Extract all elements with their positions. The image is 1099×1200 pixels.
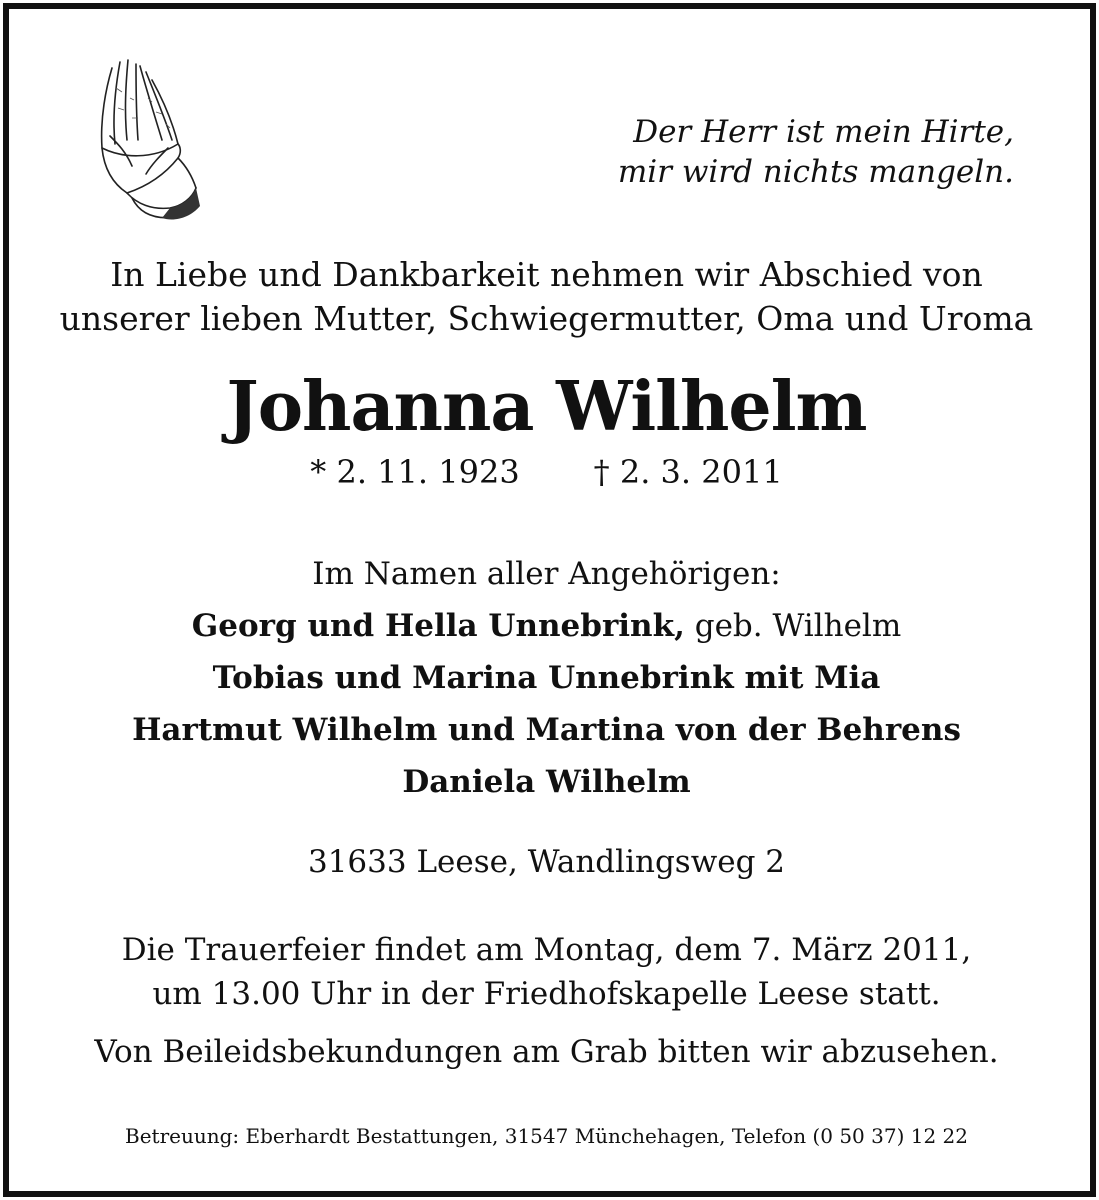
mourners-heading: Im Namen aller Angehörigen:: [312, 556, 781, 592]
mourner-line-1: [0, 600, 1093, 652]
funeral-home-footer: Betreuung: Eberhardt Bestattungen, 31547 Münchehagen, Telefon (0 50 37) 12 22: [125, 1124, 968, 1148]
bible-verse: [534, 112, 1014, 192]
mourner-line-3: Hartmut Wilhelm und Martina von der Behrens: [132, 712, 961, 748]
funeral-service-info: [0, 928, 1093, 1016]
bible-verse-line-1: Der Herr ist mein Hirte,: [633, 114, 1014, 150]
praying-hands-icon: [82, 48, 207, 223]
mourner-maiden-name: geb. Wilhelm: [694, 608, 902, 644]
intro-line-1: In Liebe und Dankbarkeit nehmen wir Abschied von: [110, 255, 983, 294]
family-address: 31633 Leese, Wandlingsweg 2: [307, 844, 786, 880]
condolence-note: Von Beileidsbekundungen am Grab bitten wir abzusehen.: [94, 1034, 999, 1070]
intro-text: [0, 253, 1093, 341]
mourner-line-4: Daniela Wilhelm: [402, 764, 691, 800]
bible-verse-line-2: mir wird nichts mangeln.: [617, 154, 1014, 190]
mourner-names-1: Georg und Hella Unnebrink,: [191, 608, 685, 644]
service-line-1: Die Trauerfeier findet am Montag, dem 7. März 2011,: [121, 932, 972, 968]
service-line-2: um 13.00 Uhr in der Friedhofskapelle Leese statt.: [152, 976, 941, 1012]
life-dates: [0, 452, 1093, 492]
birth-date: * 2. 11. 1923: [310, 453, 520, 491]
mourners-list: [0, 548, 1093, 808]
mourner-line-2: Tobias und Marina Unnebrink mit Mia: [212, 660, 881, 696]
deceased-name: Johanna Wilhelm: [226, 367, 867, 447]
death-date: † 2. 3. 2011: [593, 453, 783, 491]
intro-line-2: unserer lieben Mutter, Schwiegermutter, Oma und Uroma: [59, 299, 1034, 338]
